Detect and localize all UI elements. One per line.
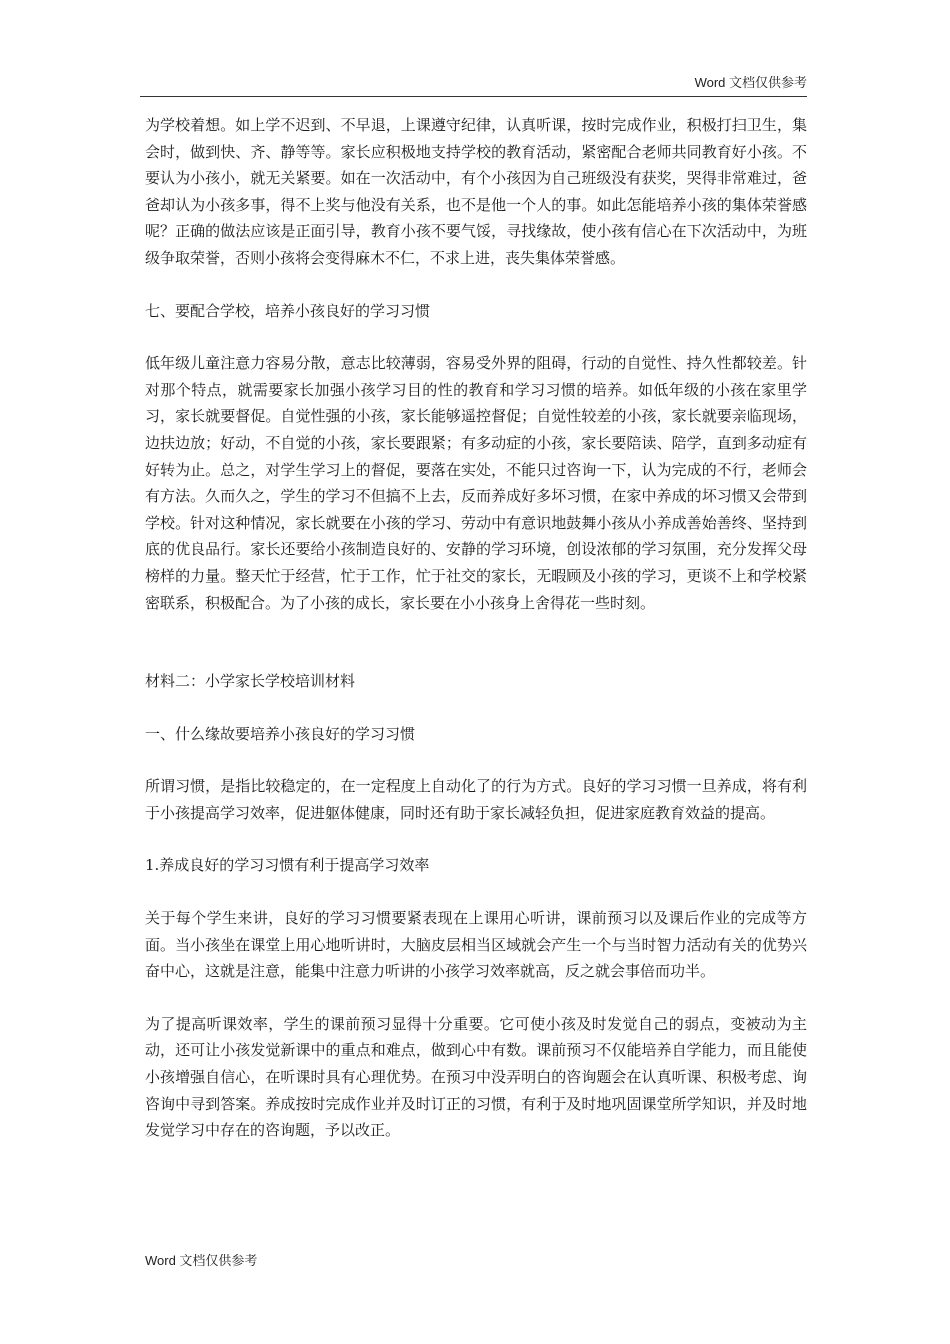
paragraph-school-cooperation: 为学校着想。如上学不迟到、不早退，上课遵守纪律，认真听课，按时完成作业，积极打扫卫生，集会时，做到快、齐、静等等。家长应积极地支持学校的教育活动，紧密配合老师共同教育好小孩。不要认为小孩小，就无关紧要。如在一次活动中，有个小孩因为自己班级没有获奖，哭得非常难过，爸爸却认为小孩多事，得不上奖与他没有关系，也不是他一个人的事。如此怎能培养小孩的集体荣誉感呢？正确的做法应该是正面引导，教育小孩不要气馁，寻找缘故，使小孩有信心在下次活动中，为班级争取荣誉，否则小孩将会变得麻木不仁，不求上进，丧失集体荣誉感。	[145, 116, 807, 267]
paragraph-preview: 为了提高听课效率，学生的课前预习显得十分重要。它可使小孩及时发觉自己的弱点，变被动为主动，还可让小孩发觉新课中的重点和难点，做到心中有数。课前预习不仅能培养自学能力，而且能使小孩增强自信心，在听课时具有心理优势。在预习中没弄明白的咨询题会在认真听课、积极考虑、询咨询中寻到答案。养成按时完成作业并及时订正的习惯，有利于及时地巩固课堂所学知识，并及时地发觉学习中存在的咨询题，予以改正。	[145, 1014, 807, 1140]
page-footer: Word 文档仅供参考	[145, 1253, 258, 1268]
paragraph-listening: 关于每个学生来讲，良好的学习习惯要紧表现在上课用心听讲，课前预习以及课后作业的完成等方面。当小孩坐在课堂上用心地听讲时，大脑皮层相当区域就会产生一个与当时智力活动有关的优势兴奋中心，这就是注意，能集中注意力听讲的小孩学习效率就高，反之就会事倍而功半。	[145, 909, 807, 981]
subheading-efficiency: 1.养成良好的学习习惯有利于提高学习效率	[145, 856, 430, 875]
page-header: Word 文档仅供参考	[140, 72, 807, 97]
document-body	[145, 112, 807, 1144]
paragraph-habit-definition: 所谓习惯，是指比较稳定的，在一定程度上自动化了的行为方式。良好的学习习惯一旦养成，将有利于小孩提高学习效率，促进躯体健康，同时还有助于家长减轻负担，促进家庭教育效益的提高。	[145, 777, 807, 822]
section-heading-one: 一、什么缘故要培养小孩良好的学习习惯	[145, 724, 416, 743]
section-heading-seven: 七、要配合学校，培养小孩良好的学习习惯	[145, 301, 431, 320]
paragraph-study-habits: 低年级儿童注意力容易分散，意志比较薄弱，容易受外界的阻碍，行动的自觉性、持久性都较差。针对那个特点，就需要家长加强小孩学习目的性的教育和学习习惯的培养。如低年级的小孩在家里学习，家长就要督促。自觉性强的小孩，家长能够遥控督促；自觉性较差的小孩，家长就要亲临现场，边扶边放；好动，不自觉的小孩，家长要跟紧；有多动症的小孩，家长要陪读、陪学，直到多动症有好转为止。总之，对学生学习上的督促，要落在实处，不能只过咨询一下，认为完成的不行，老师会有方法。久而久之，学生的学习不但搞不上去，反而养成好多坏习惯，在家中养成的坏习惯又会带到学校。针对这种情况，家长就要在小孩的学习、劳动中有意识地鼓舞小孩从小养成善始善终、坚持到底的优良品行。家长还要给小孩制造良好的、安静的学习环境，创设浓郁的学习氛围，充分发挥父母榜样的力量。整天忙于经营，忙于工作，忙于社交的家长，无暇顾及小孩的学习，更谈不上和学校紧密联系，积极配合。为了小孩的成长，家长要在小小孩身上舍得花一些时刻。	[145, 354, 807, 612]
material-two-title: 材料二：小学家长学校培训材料	[145, 672, 356, 691]
